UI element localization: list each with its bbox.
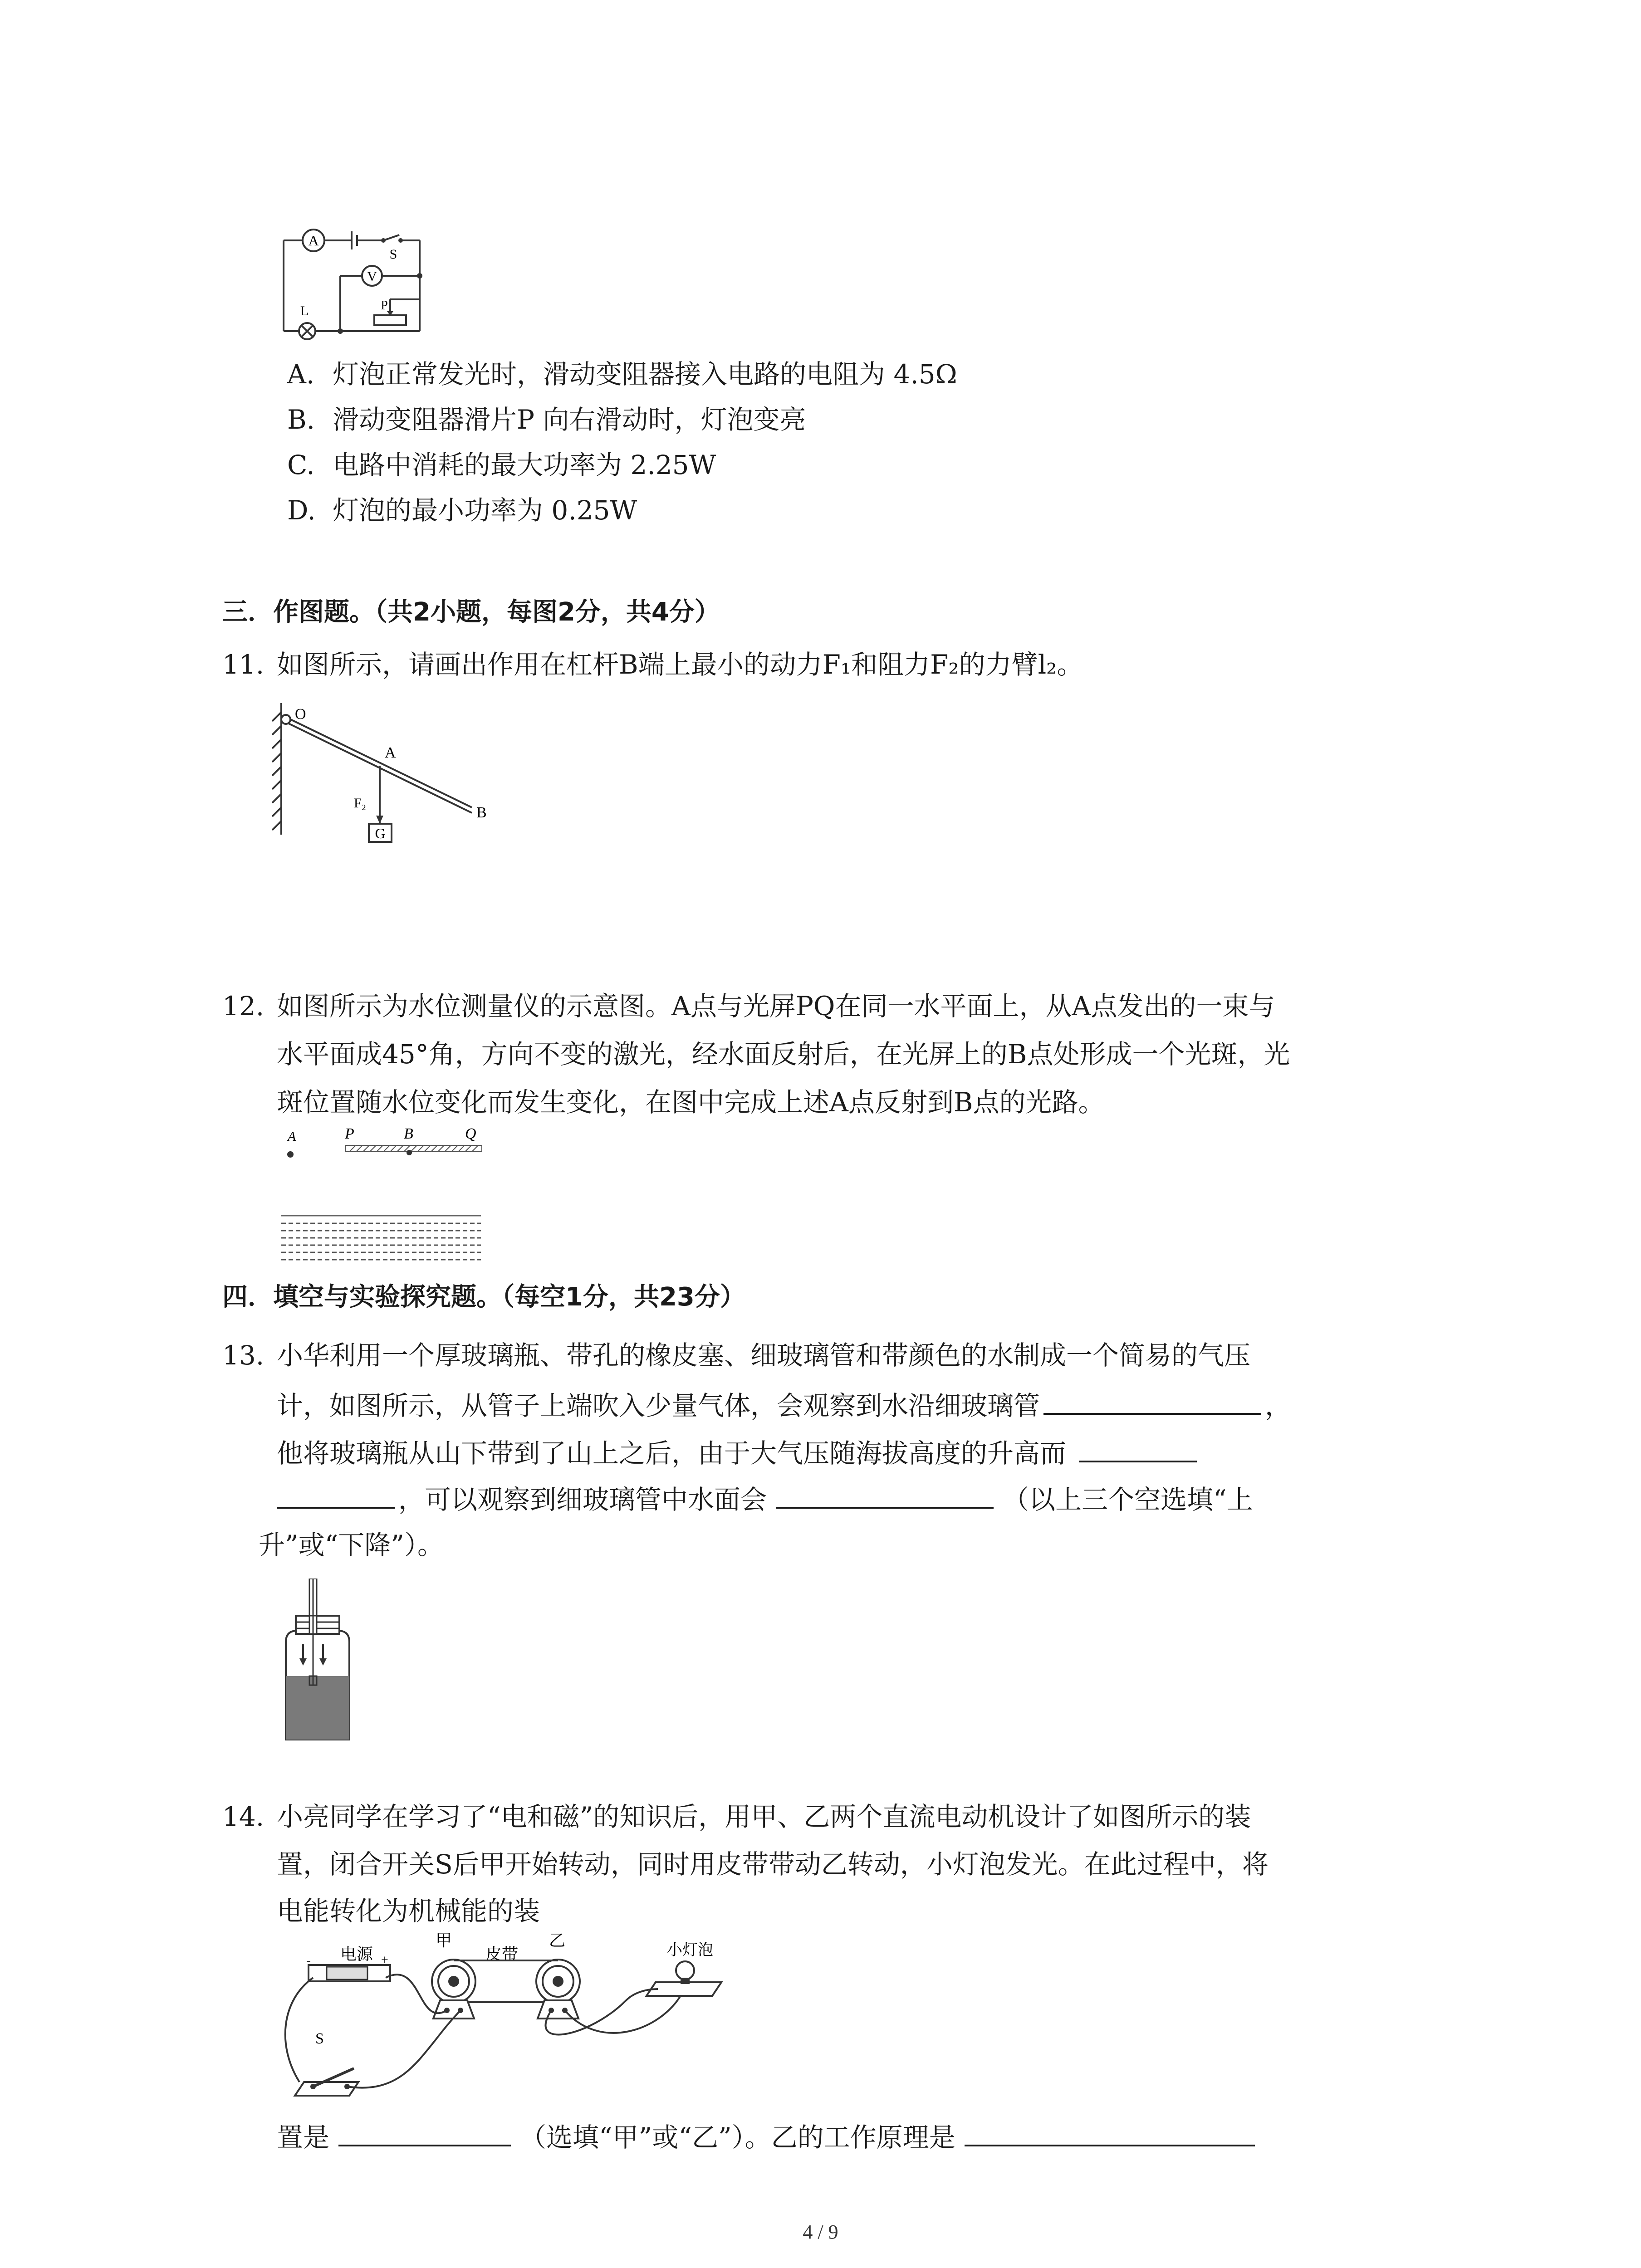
question-number: 12. — [222, 991, 265, 1022]
q11-lever-figure — [272, 699, 508, 857]
belt-label: 皮带 — [485, 1945, 519, 1963]
point-a-label: A — [288, 1129, 296, 1144]
lamp-label: L — [300, 303, 309, 318]
option-letter: A. — [287, 359, 315, 390]
q13-stem-line1 — [222, 1337, 1250, 1374]
q14-stem-line3: 电能转化为机械能的装 — [277, 1896, 540, 1926]
q13-barometer-figure — [277, 1579, 358, 1746]
q13-stem-line2 — [277, 1386, 1291, 1424]
question-text: 如图所示，请画出作用在杠杆B端上最小的动力F₁和阻力F₂的力臂l₂。 — [277, 649, 1083, 680]
bulb-label: 小灯泡 — [667, 1942, 713, 1959]
point-b-label: B — [404, 1127, 413, 1142]
q14-stem-line4 — [277, 2117, 1255, 2156]
q13-stem-line3 — [277, 1433, 1197, 1471]
force-f2-label: F₂ — [354, 796, 367, 811]
page-number: 4 / 9 — [803, 2221, 838, 2243]
answer-blank-2a[interactable] — [1079, 1433, 1197, 1462]
answer-blank-1[interactable] — [338, 2117, 511, 2146]
q12-stem-line2: 水平面成45°角，方向不变的激光，经水面反射后，在光屏上的B点处形成一个光斑，光 — [277, 1039, 1290, 1070]
answer-blank-2[interactable] — [965, 2117, 1255, 2146]
option-letter: D. — [287, 495, 316, 526]
minus-terminal-label: - — [306, 1953, 311, 1968]
option-text: 电路中消耗的最大功率为 2.25W — [333, 450, 716, 480]
section-3-heading: 三．作图题。（共2小题，每图2分，共4分） — [222, 597, 720, 627]
ammeter-label: A — [308, 232, 319, 249]
screen-q-label: Q — [465, 1127, 476, 1142]
option-letter: C. — [287, 450, 315, 480]
q10-option-c — [287, 447, 716, 483]
q13-text: 他将玻璃瓶从山下带到了山上之后，由于大气压随海拔高度的升高而 — [277, 1438, 1067, 1469]
option-text: 灯泡的最小功率为 0.25W — [333, 495, 637, 526]
point-a-label: A — [385, 744, 396, 761]
option-text: 滑动变阻器滑片P 向右滑动时，灯泡变亮 — [333, 404, 806, 435]
q14-stem-line2: 置，闭合开关S后甲开始转动，同时用皮带带动乙转动，小灯泡发光。在此过程中，将 — [277, 1849, 1269, 1880]
q13-text: ， — [1265, 1390, 1292, 1421]
plus-terminal-label: + — [381, 1953, 388, 1967]
q13-text: （以上三个空选填“上 — [1003, 1484, 1253, 1515]
q14-text: 置是 — [277, 2122, 330, 2153]
q14-motor-apparatus-figure — [272, 1932, 749, 2105]
voltmeter-label: V — [367, 269, 377, 284]
slider-label: P — [381, 298, 388, 313]
q13-stem-line5: 升”或“下降”）。 — [259, 1530, 444, 1560]
q10-option-b — [287, 401, 806, 438]
q14-stem-line1 — [222, 1799, 1251, 1835]
option-letter: B. — [287, 404, 315, 435]
q12-stem-line3: 斑位置随水位变化而发生变化，在图中完成上述A点反射到B点的光路。 — [277, 1087, 1105, 1118]
q12-stem-line1 — [222, 988, 1275, 1024]
q10-circuit-figure — [279, 222, 429, 345]
question-number: 11. — [222, 649, 265, 680]
question-text: 小华利用一个厚玻璃瓶、带孔的橡皮塞、细玻璃管和带颜色的水制成一个简易的气压 — [277, 1340, 1251, 1371]
option-text: 灯泡正常发光时，滑动变阻器接入电路的电阻为 4.5Ω — [333, 359, 957, 390]
switch-label: S — [389, 247, 397, 262]
point-b-label: B — [476, 804, 487, 821]
q13-stem-line4 — [277, 1480, 1253, 1518]
q11-stem — [222, 646, 1083, 683]
q12-water-level-figure — [281, 1127, 490, 1263]
motor-jia-label: 甲 — [436, 1932, 452, 1950]
section-4-heading: 四．填空与实验探究题。（每空1分，共23分） — [222, 1282, 745, 1312]
q13-text: ，可以观察到细玻璃管中水面会 — [398, 1484, 767, 1515]
question-number: 13. — [222, 1340, 265, 1371]
question-text: 小亮同学在学习了“电和磁”的知识后，用甲、乙两个直流电动机设计了如图所示的装 — [277, 1801, 1251, 1832]
pivot-label: O — [295, 706, 306, 723]
q13-text: 计，如图所示，从管子上端吹入少量气体，会观察到水沿细玻璃管 — [277, 1390, 1040, 1421]
question-number: 14. — [222, 1801, 265, 1832]
answer-blank-1[interactable] — [1043, 1386, 1261, 1415]
q14-text: （选填“甲”或“乙”）。乙的工作原理是 — [520, 2122, 955, 2153]
power-label: 电源 — [340, 1945, 373, 1963]
weight-g-label: G — [375, 825, 386, 841]
q10-option-d — [287, 492, 637, 528]
answer-blank-3[interactable] — [776, 1480, 994, 1509]
screen-p-label: P — [345, 1127, 354, 1142]
motor-yi-label: 乙 — [549, 1932, 566, 1950]
answer-blank-2b[interactable] — [277, 1480, 395, 1509]
question-text: 如图所示为水位测量仪的示意图。A点与光屏PQ在同一水平面上，从A点发出的一束与 — [277, 991, 1275, 1022]
q10-option-a — [287, 356, 957, 392]
switch-label: S — [315, 2030, 324, 2047]
